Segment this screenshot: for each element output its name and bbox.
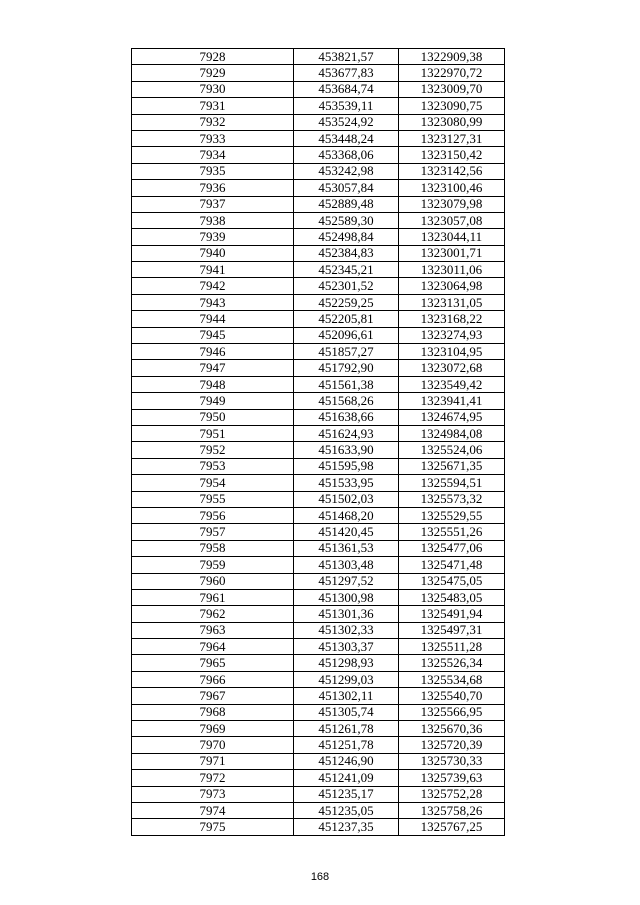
y-coordinate-cell: 1325529,55: [399, 507, 505, 523]
table-row: [132, 147, 505, 163]
point-number-cell: 7935: [132, 163, 294, 179]
y-coordinate-cell: 1325526,34: [399, 655, 505, 671]
table-row: [132, 180, 505, 196]
x-coordinate-cell: 452205,81: [294, 311, 399, 327]
point-number-cell: 7975: [132, 819, 294, 835]
y-coordinate-cell: 1324674,95: [399, 409, 505, 425]
y-coordinate-cell: 1323011,06: [399, 262, 505, 278]
point-number-cell: 7934: [132, 147, 294, 163]
point-number-cell: 7958: [132, 540, 294, 556]
y-coordinate-cell: 1325752,28: [399, 786, 505, 802]
table-row: [132, 294, 505, 310]
table-row: [132, 458, 505, 474]
y-coordinate-cell: 1325551,26: [399, 524, 505, 540]
point-number-cell: 7954: [132, 475, 294, 491]
table-row: [132, 737, 505, 753]
point-number-cell: 7932: [132, 114, 294, 130]
coordinates-table: [131, 48, 505, 836]
x-coordinate-cell: 451237,35: [294, 819, 399, 835]
point-number-cell: 7931: [132, 98, 294, 114]
table-row: [132, 114, 505, 130]
y-coordinate-cell: 1323080,99: [399, 114, 505, 130]
y-coordinate-cell: 1325475,05: [399, 573, 505, 589]
table-row: [132, 655, 505, 671]
x-coordinate-cell: 451305,74: [294, 704, 399, 720]
point-number-cell: 7939: [132, 229, 294, 245]
y-coordinate-cell: 1325758,26: [399, 802, 505, 818]
table-row: [132, 245, 505, 261]
point-number-cell: 7960: [132, 573, 294, 589]
table-row: [132, 819, 505, 835]
x-coordinate-cell: 453821,57: [294, 49, 399, 65]
x-coordinate-cell: 452384,83: [294, 245, 399, 261]
point-number-cell: 7936: [132, 180, 294, 196]
x-coordinate-cell: 451595,98: [294, 458, 399, 474]
point-number-cell: 7945: [132, 327, 294, 343]
y-coordinate-cell: 1323168,22: [399, 311, 505, 327]
x-coordinate-cell: 451297,52: [294, 573, 399, 589]
table-row: [132, 65, 505, 81]
x-coordinate-cell: 453242,98: [294, 163, 399, 179]
x-coordinate-cell: 451246,90: [294, 753, 399, 769]
y-coordinate-cell: 1325483,05: [399, 589, 505, 605]
point-number-cell: 7952: [132, 442, 294, 458]
point-number-cell: 7972: [132, 770, 294, 786]
y-coordinate-cell: 1325471,48: [399, 557, 505, 573]
point-number-cell: 7948: [132, 376, 294, 392]
table-row: [132, 196, 505, 212]
x-coordinate-cell: 451299,03: [294, 671, 399, 687]
x-coordinate-cell: 451533,95: [294, 475, 399, 491]
table-row: [132, 130, 505, 146]
x-coordinate-cell: 452259,25: [294, 294, 399, 310]
point-number-cell: 7965: [132, 655, 294, 671]
x-coordinate-cell: 451300,98: [294, 589, 399, 605]
table-row: [132, 802, 505, 818]
point-number-cell: 7956: [132, 507, 294, 523]
table-row: [132, 98, 505, 114]
table-row: [132, 573, 505, 589]
y-coordinate-cell: 1325524,06: [399, 442, 505, 458]
table-row: [132, 688, 505, 704]
point-number-cell: 7950: [132, 409, 294, 425]
point-number-cell: 7963: [132, 622, 294, 638]
point-number-cell: 7933: [132, 130, 294, 146]
table-row: [132, 393, 505, 409]
table-row: [132, 262, 505, 278]
x-coordinate-cell: 452301,52: [294, 278, 399, 294]
x-coordinate-cell: 452096,61: [294, 327, 399, 343]
x-coordinate-cell: 453539,11: [294, 98, 399, 114]
y-coordinate-cell: 1325566,95: [399, 704, 505, 720]
point-number-cell: 7967: [132, 688, 294, 704]
x-coordinate-cell: 451303,37: [294, 639, 399, 655]
y-coordinate-cell: 1323100,46: [399, 180, 505, 196]
x-coordinate-cell: 452498,84: [294, 229, 399, 245]
x-coordinate-cell: 451235,17: [294, 786, 399, 802]
table-row: [132, 671, 505, 687]
x-coordinate-cell: 451235,05: [294, 802, 399, 818]
y-coordinate-cell: 1325534,68: [399, 671, 505, 687]
table-row: [132, 770, 505, 786]
y-coordinate-cell: 1323941,41: [399, 393, 505, 409]
table-row: [132, 163, 505, 179]
y-coordinate-cell: 1323549,42: [399, 376, 505, 392]
x-coordinate-cell: 452889,48: [294, 196, 399, 212]
point-number-cell: 7970: [132, 737, 294, 753]
x-coordinate-cell: 451792,90: [294, 360, 399, 376]
x-coordinate-cell: 451857,27: [294, 344, 399, 360]
point-number-cell: 7962: [132, 606, 294, 622]
x-coordinate-cell: 451624,93: [294, 425, 399, 441]
table-row: [132, 409, 505, 425]
table-row: [132, 49, 505, 65]
table-row: [132, 278, 505, 294]
x-coordinate-cell: 453684,74: [294, 81, 399, 97]
x-coordinate-cell: 453448,24: [294, 130, 399, 146]
table-row: [132, 589, 505, 605]
x-coordinate-cell: 453524,92: [294, 114, 399, 130]
table-row: [132, 606, 505, 622]
y-coordinate-cell: 1323001,71: [399, 245, 505, 261]
point-number-cell: 7928: [132, 49, 294, 65]
y-coordinate-cell: 1325730,33: [399, 753, 505, 769]
table-row: [132, 81, 505, 97]
point-number-cell: 7929: [132, 65, 294, 81]
x-coordinate-cell: 452345,21: [294, 262, 399, 278]
y-coordinate-cell: 1323044,11: [399, 229, 505, 245]
page-number: 168: [310, 871, 330, 883]
point-number-cell: 7966: [132, 671, 294, 687]
y-coordinate-cell: 1323142,56: [399, 163, 505, 179]
point-number-cell: 7969: [132, 721, 294, 737]
y-coordinate-cell: 1325573,32: [399, 491, 505, 507]
y-coordinate-cell: 1323072,68: [399, 360, 505, 376]
x-coordinate-cell: 452589,30: [294, 212, 399, 228]
table-row: [132, 507, 505, 523]
point-number-cell: 7957: [132, 524, 294, 540]
table-row: [132, 212, 505, 228]
table-row: [132, 229, 505, 245]
x-coordinate-cell: 451241,09: [294, 770, 399, 786]
y-coordinate-cell: 1323150,42: [399, 147, 505, 163]
y-coordinate-cell: 1323131,05: [399, 294, 505, 310]
point-number-cell: 7938: [132, 212, 294, 228]
x-coordinate-cell: 451638,66: [294, 409, 399, 425]
y-coordinate-cell: 1325739,63: [399, 770, 505, 786]
point-number-cell: 7944: [132, 311, 294, 327]
table-row: [132, 475, 505, 491]
point-number-cell: 7946: [132, 344, 294, 360]
table-row: [132, 327, 505, 343]
point-number-cell: 7943: [132, 294, 294, 310]
table-row: [132, 786, 505, 802]
point-number-cell: 7941: [132, 262, 294, 278]
x-coordinate-cell: 451361,53: [294, 540, 399, 556]
point-number-cell: 7973: [132, 786, 294, 802]
x-coordinate-cell: 451302,33: [294, 622, 399, 638]
x-coordinate-cell: 451302,11: [294, 688, 399, 704]
x-coordinate-cell: 451633,90: [294, 442, 399, 458]
y-coordinate-cell: 1325491,94: [399, 606, 505, 622]
point-number-cell: 7940: [132, 245, 294, 261]
point-number-cell: 7974: [132, 802, 294, 818]
point-number-cell: 7964: [132, 639, 294, 655]
y-coordinate-cell: 1323057,08: [399, 212, 505, 228]
y-coordinate-cell: 1323274,93: [399, 327, 505, 343]
y-coordinate-cell: 1324984,08: [399, 425, 505, 441]
y-coordinate-cell: 1323127,31: [399, 130, 505, 146]
x-coordinate-cell: 451301,36: [294, 606, 399, 622]
y-coordinate-cell: 1322970,72: [399, 65, 505, 81]
table-row: [132, 704, 505, 720]
point-number-cell: 7971: [132, 753, 294, 769]
table-row: [132, 442, 505, 458]
x-coordinate-cell: 451261,78: [294, 721, 399, 737]
table-row: [132, 376, 505, 392]
table-row: [132, 425, 505, 441]
point-number-cell: 7959: [132, 557, 294, 573]
y-coordinate-cell: 1325497,31: [399, 622, 505, 638]
y-coordinate-cell: 1325720,39: [399, 737, 505, 753]
x-coordinate-cell: 451502,03: [294, 491, 399, 507]
table-row: [132, 344, 505, 360]
table-row: [132, 540, 505, 556]
x-coordinate-cell: 451568,26: [294, 393, 399, 409]
x-coordinate-cell: 451420,45: [294, 524, 399, 540]
y-coordinate-cell: 1323104,95: [399, 344, 505, 360]
point-number-cell: 7947: [132, 360, 294, 376]
x-coordinate-cell: 451468,20: [294, 507, 399, 523]
point-number-cell: 7937: [132, 196, 294, 212]
y-coordinate-cell: 1322909,38: [399, 49, 505, 65]
x-coordinate-cell: 451561,38: [294, 376, 399, 392]
y-coordinate-cell: 1325594,51: [399, 475, 505, 491]
table-row: [132, 311, 505, 327]
point-number-cell: 7955: [132, 491, 294, 507]
x-coordinate-cell: 451251,78: [294, 737, 399, 753]
y-coordinate-cell: 1323090,75: [399, 98, 505, 114]
y-coordinate-cell: 1325670,36: [399, 721, 505, 737]
y-coordinate-cell: 1325540,70: [399, 688, 505, 704]
y-coordinate-cell: 1323064,98: [399, 278, 505, 294]
y-coordinate-cell: 1323009,70: [399, 81, 505, 97]
table-row: [132, 524, 505, 540]
y-coordinate-cell: 1325767,25: [399, 819, 505, 835]
point-number-cell: 7968: [132, 704, 294, 720]
table-row: [132, 557, 505, 573]
point-number-cell: 7951: [132, 425, 294, 441]
coordinates-table-body: [132, 49, 505, 836]
point-number-cell: 7949: [132, 393, 294, 409]
x-coordinate-cell: 451298,93: [294, 655, 399, 671]
x-coordinate-cell: 451303,48: [294, 557, 399, 573]
y-coordinate-cell: 1325477,06: [399, 540, 505, 556]
table-row: [132, 753, 505, 769]
point-number-cell: 7942: [132, 278, 294, 294]
table-row: [132, 622, 505, 638]
table-row: [132, 639, 505, 655]
y-coordinate-cell: 1325511,28: [399, 639, 505, 655]
x-coordinate-cell: 453057,84: [294, 180, 399, 196]
x-coordinate-cell: 453368,06: [294, 147, 399, 163]
table-row: [132, 491, 505, 507]
table-row: [132, 360, 505, 376]
point-number-cell: 7953: [132, 458, 294, 474]
x-coordinate-cell: 453677,83: [294, 65, 399, 81]
y-coordinate-cell: 1323079,98: [399, 196, 505, 212]
point-number-cell: 7961: [132, 589, 294, 605]
table-row: [132, 721, 505, 737]
y-coordinate-cell: 1325671,35: [399, 458, 505, 474]
point-number-cell: 7930: [132, 81, 294, 97]
